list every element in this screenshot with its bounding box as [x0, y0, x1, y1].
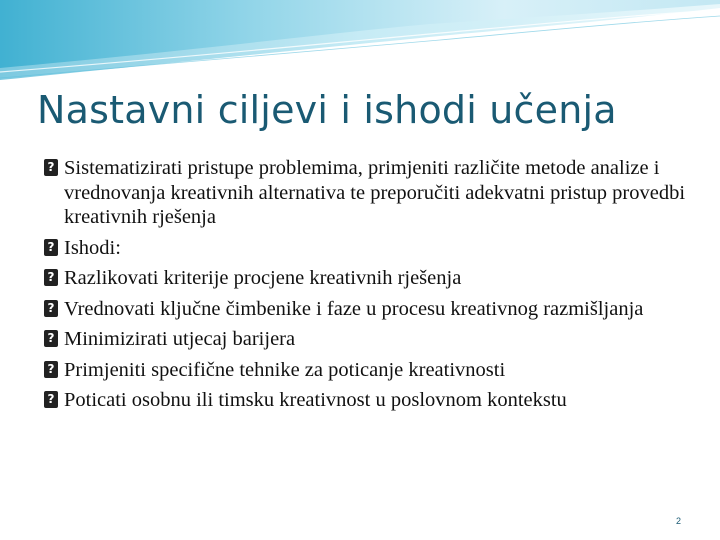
missing-glyph-icon — [44, 269, 58, 286]
list-item — [44, 236, 694, 261]
list-item — [44, 388, 694, 413]
list-item — [44, 156, 694, 230]
bullet-text: Primjeniti specifične tehnike za poticanje kreativnosti — [64, 358, 506, 381]
missing-glyph-icon — [44, 361, 58, 378]
list-item — [44, 358, 694, 383]
bullet-text: Ishodi: — [64, 236, 121, 259]
list-item — [44, 266, 694, 291]
slide-title: Nastavni ciljevi i ishodi učenja — [37, 88, 617, 132]
bullet-text: Vrednovati ključne čimbenike i faze u procesu kreativnog razmišljanja — [64, 297, 644, 320]
bullet-text: Razlikovati kriterije procjene kreativnih rješenja — [64, 267, 462, 289]
missing-glyph-icon — [44, 159, 58, 176]
missing-glyph-icon — [44, 239, 58, 256]
missing-glyph-icon — [44, 391, 58, 408]
bullet-text: Sistematizirati pristupe problemima, primjeniti različite metode analize i vrednovanja kreativnih alternativa te preporučiti adekvatni pristup provedbi kreativnih rješenja — [64, 157, 686, 228]
bullet-text: Poticati osobnu ili timsku kreativnost u poslovnom kontekstu — [64, 389, 567, 411]
list-item — [44, 327, 694, 352]
missing-glyph-icon — [44, 300, 58, 317]
bullet-list — [44, 156, 694, 419]
missing-glyph-icon — [44, 330, 58, 347]
header-wave-decoration — [0, 0, 720, 90]
bullet-text: Minimizirati utjecaj barijera — [64, 328, 296, 350]
list-item — [44, 297, 694, 322]
page-number: 2 — [676, 516, 682, 526]
